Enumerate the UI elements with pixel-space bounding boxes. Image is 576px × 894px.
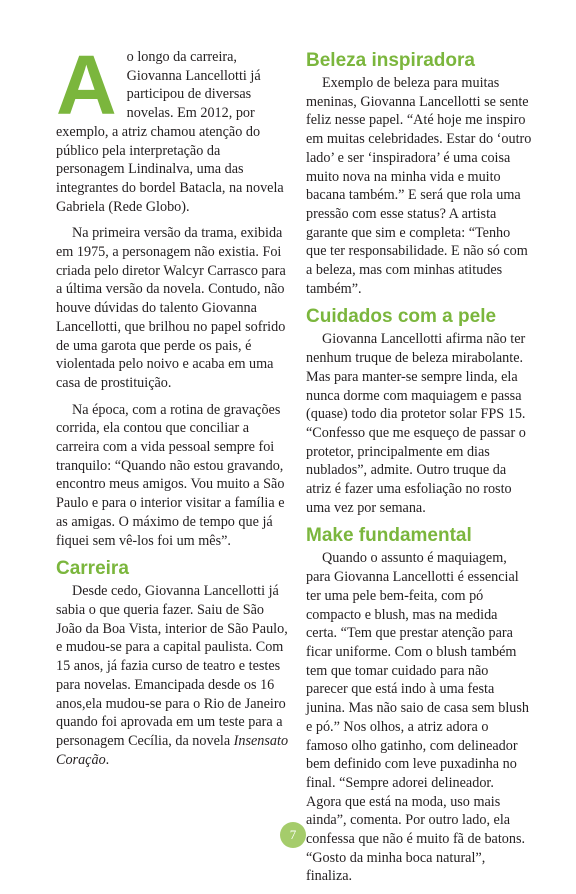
heading-carreira: Carreira: [56, 558, 129, 580]
heading-cuidados: Cuidados com a pele: [306, 306, 497, 328]
intro-paragraph: o longo da carreira, Giovanna Lancellotti já participou de diversas novelas. Em 2012, por exemplo, a atriz chamou atenção do público pela interpretação da personagem Lindinalva, uma das integrantes do bordel Batacla, na novela Gabriela (Rede Globo).: [56, 49, 284, 215]
drop-cap: A: [56, 38, 117, 132]
page-number-badge: 7: [280, 822, 306, 848]
novela-title: Insensato Coração: [56, 732, 289, 768]
skin-care-paragraph: Giovanna Lancellotti afirma não ter nenhum truque de beleza mirabolante. Mas para manter-se sempre linda, ela nunca dorme com maquiagem e passa (quase) todo dia protetor solar FPS 15. “Confesso que me esqueço de passar o protetor, principalmente em dias nublados”, admite. Outro truque da atriz é fazer uma esfoliação no rosto uma vez por semana.: [306, 331, 526, 516]
makeup-paragraph: Quando o assunto é maquiagem, para Giovanna Lancellotti é essencial ter uma pele bem-feita, com pó compacto e blush, mas na medida certa. “Tem que prestar atenção para ficar uniforme. Com o blush também tem que tomar cuidado para não parecer que está indo à uma festa junina. Mas não saio de casa sem blush e pó.” Nos olhos, a atriz adora o famoso olho gatinho, com delineador bem definido com leve puxadinha no final. “Sempre adorei delineador. Agora que está na moda, uso mais ainda”, comenta. Por outro lado, ela confessa que não é muito fã de batons. “Gosto da minha boca natural”, finaliza.: [306, 550, 530, 885]
career-paragraph: [56, 582, 292, 769]
career-end: .: [105, 751, 110, 768]
heading-beleza: Beleza inspiradora: [306, 50, 475, 71]
heading-make: Make fundamental: [306, 525, 472, 547]
first-version-paragraph: Na primeira versão da trama, exibida em 1975, a personagem não existia. Foi criada pelo diretor Walcyr Carrasco para a última versão da novela. Contudo, não houve dúvidas do talento Giovanna Lancellotti, que brilhou no papel sofrido de uma garota que perde os pais, é violentada pelo noivo e acaba em uma casa de prostituição.: [56, 225, 286, 391]
beauty-paragraph: Exemplo de beleza para muitas meninas, Giovanna Lancellotti se sente feliz nesse papel. “Até hoje me inspiro em muitas celebridades. Estar do ‘outro lado’ e ser ‘inspiradora’ é uma coisa muito nova na minha vida e muito bacana também.” E será que rola uma pressão com esse status? A artista garante que sim e completa: “Tenho que ter responsabilidade. E não só com a beleza, mas com minhas atitudes também”.: [306, 75, 532, 297]
career-text: Desde cedo, Giovanna Lancellotti já sabia o que queria fazer. Saiu de São João da Boa Vista, interior de São Paulo, e mudou-se para a capital paulista. Com 15 anos, já fazia curso de teatro e testes para novelas. Emancipada desde os 16 anos,ela mudou-se para o Rio de Janeiro quando foi aprovada em um teste para a personagem Cecília, da novela: [56, 583, 288, 749]
left-column: [56, 38, 292, 777]
right-column: [306, 48, 532, 894]
routine-paragraph: Na época, com a rotina de gravações corrida, ela contou que conciliar a carreira com a vida pessoal sempre foi tranquilo: “Quando não estou gravando, encontro meus amigos. Vou muito a São Paulo e para o interior visitar a família e as amigas. O máximo de tempo que já fiquei sem vê-los foi um mês”.: [56, 401, 285, 549]
